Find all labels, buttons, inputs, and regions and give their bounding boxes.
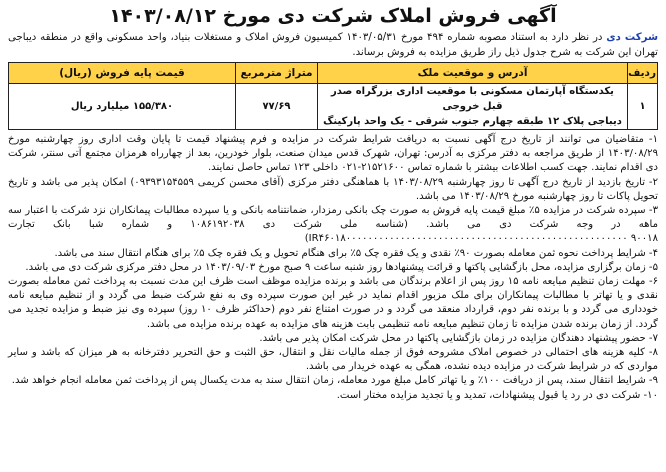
term-item: ۴- شرایط پرداخت نحوه ثمن معامله بصورت ۹۰٪ نقدی و یک فقره چک ۵٪ برای هنگام تحویل و یک فقره چک ۵٪ برای هنگام انتقال سند می باشد.: [54, 247, 658, 259]
property-table: [8, 62, 658, 130]
cell-price: ۱۵۵/۳۸۰ میلیارد ریال: [9, 84, 236, 130]
notice-intro: [8, 30, 658, 60]
header-row-number: ردیف: [628, 63, 658, 84]
terms-list: [8, 133, 658, 403]
notice-title: آگهی فروش املاک شرکت دی مورخ ۱۴۰۳/۰۸/۱۲: [109, 5, 557, 27]
address-line-2: دیباجی پلاک ۱۲ طبقه چهارم جنوب شرقی - یک واحد پارکینگ: [323, 116, 622, 127]
address-line-1: یکدستگاه آپارتمان مسکونی با موقعیت اداری بزرگراه صدر قبل خروجی: [331, 86, 614, 112]
term-item: ۸- کلیه هزینه های احتمالی در خصوص املاک مشروحه فوق از جمله مالیات نقل و انتقال، حق الثبت و حق التحریر دفترخانه به هر میزان که باشد و سایر مواردی که در شرایط شرکت در مزایده دیده نشده، همگی به عهده خریدار می باشد.: [8, 347, 658, 373]
term-item: ۵- زمان برگزاری مزایده، محل بازگشایی پاکتها و قرائت پیشنهادها روز شنبه ساعت ۹ صبح مورخ ۱۴۰۳/۰۹/۰۳ در محل دفتر مرکزی شرکت دی می باشد.: [25, 261, 658, 273]
term-item: ۱- متقاضیان می توانند از تاریخ درج آگهی نسبت به دریافت شرایط شرکت در مزایده و فرم پیشنهاد قیمت تا پایان وقت اداری روز چهارشنبه مورخ ۱۴۰۳/۰۸/۲۹ از طریق مراجعه به دفتر مرکزی به آدرس: تهران، شهرک قدس میدان صنعت، بلوار خودرین، بعد از چهارراه هرمزان مجتمع آتی سنتر، شرکت دی اقدام نمایند. جهت کسب اطلاعات بیشتر با شماره تماس ۲۱۵۲۱۶۰۰-۰۲۱ داخلی ۱۲۳ تماس حاصل نمایند.: [8, 134, 658, 174]
header-address: آدرس و موقعیت ملک: [318, 63, 628, 84]
cell-address: [318, 84, 628, 130]
table-header-row: [9, 63, 658, 84]
cell-area: ۷۷/۶۹: [236, 84, 318, 130]
term-item: ۳- سپرده شرکت در مزایده ۵٪ مبلغ قیمت پایه فروش به صورت چک بانکی رمزدار، ضمانتنامه بانکی و یا سپرده مطالبات پیمانکاران نزد شرکت با اعتبار سه ماهه در وجه شرکت دی می باشد. (شناسه ملی شرکت دی ۱۰۸۶۱۹۲۰۳۸ و شماره شبا بانک تجارت IR۴۶۰۱۸۰۰۰۰۰۰۰۰۰۰۰۰۰۰۰۰۰۰۰۰۰۰۰۰۰۰۰۰۰۰۰۰۰۰۰۰۰۰۰۰۰۰۰۰۰۰۰۰۰۰۰۰ ۹۰۰۱۸): [8, 205, 658, 245]
header-price: قیمت پایه فروش (ریال): [9, 63, 236, 84]
header-area: متراژ مترمربع: [236, 63, 318, 84]
term-item: ۲- تاریخ بازدید از تاریخ درج آگهی تا روز چهارشنبه ۱۴۰۳/۰۸/۲۹ با هماهنگی دفتر مرکزی (آقای محسن کریمی ۰۹۳۹۳۱۵۴۵۵۹) امکان پذیر می باشد و تاریخ تحویل پاکات تا روز چهارشنبه مورخ ۱۴۰۳/۰۸/۲۹ می باشد.: [8, 176, 658, 202]
term-item: ۹- شرایط انتقال سند، پس از دریافت ۱۰۰٪ و یا تهاتر کامل مبلغ مورد معامله، زمان انتقال سند به مدت یکسال پس از پرداخت ثمن معامله انجام خواهد شد.: [11, 375, 658, 387]
intro-text: در نظر دارد به استناد مصوبه شماره ۴۹۴ مورخ ۱۴۰۳/۰۵/۳۱ کمیسیون فروش املاک و مستغلات بنیاد، واحد مسکونی واقع در منطقه دیباجی تهران این شرکت به شرح جدول ذیل راز طریق مزایده به فروش برساند.: [8, 32, 658, 58]
term-item: ۱۰- شرکت دی در رد یا قبول پیشنهادات، تمدید و یا تجدید مزایده مختار است.: [336, 389, 658, 401]
cell-row-number: ۱: [628, 84, 658, 130]
term-item: ۷- حضور پیشنهاد دهندگان مزایده در زمان بازگشایی پاکتها در محل شرکت امکان پذیر می باشد.: [259, 332, 658, 344]
table-row: [9, 84, 658, 130]
company-name: شرکت دی: [606, 32, 658, 43]
term-item: ۶- مهلت زمان تنظیم مبایعه نامه ۱۵ روز پس از اعلام برندگان می باشد و برنده مزایده موظف است ظرف این مدت نسبت به پرداخت ثمن معامله بصورت نقدی و یا تهاتر با مطالبات پیمانکاران برای ملک مزبور اقدام نماید در غیر این صورت سپرده وی به نفع شرکت ضبط می گردد و از تنظیم مبایعه نامه خودداری می گردد و با برنده نفر دوم، قرارداد منعقد می گردد و در صورت امتناع نفر دوم (حداکثر ظرف ۱۰ روز) سپرده وی نیز ضبط و مزایده تجدید می گردد. از زمان برنده شدن مزایده تا زمان تنظیم مبایعه نامه تنظیمی بابت هزینه های مزایده به عهده برنده مزایده می باشد.: [8, 276, 659, 330]
